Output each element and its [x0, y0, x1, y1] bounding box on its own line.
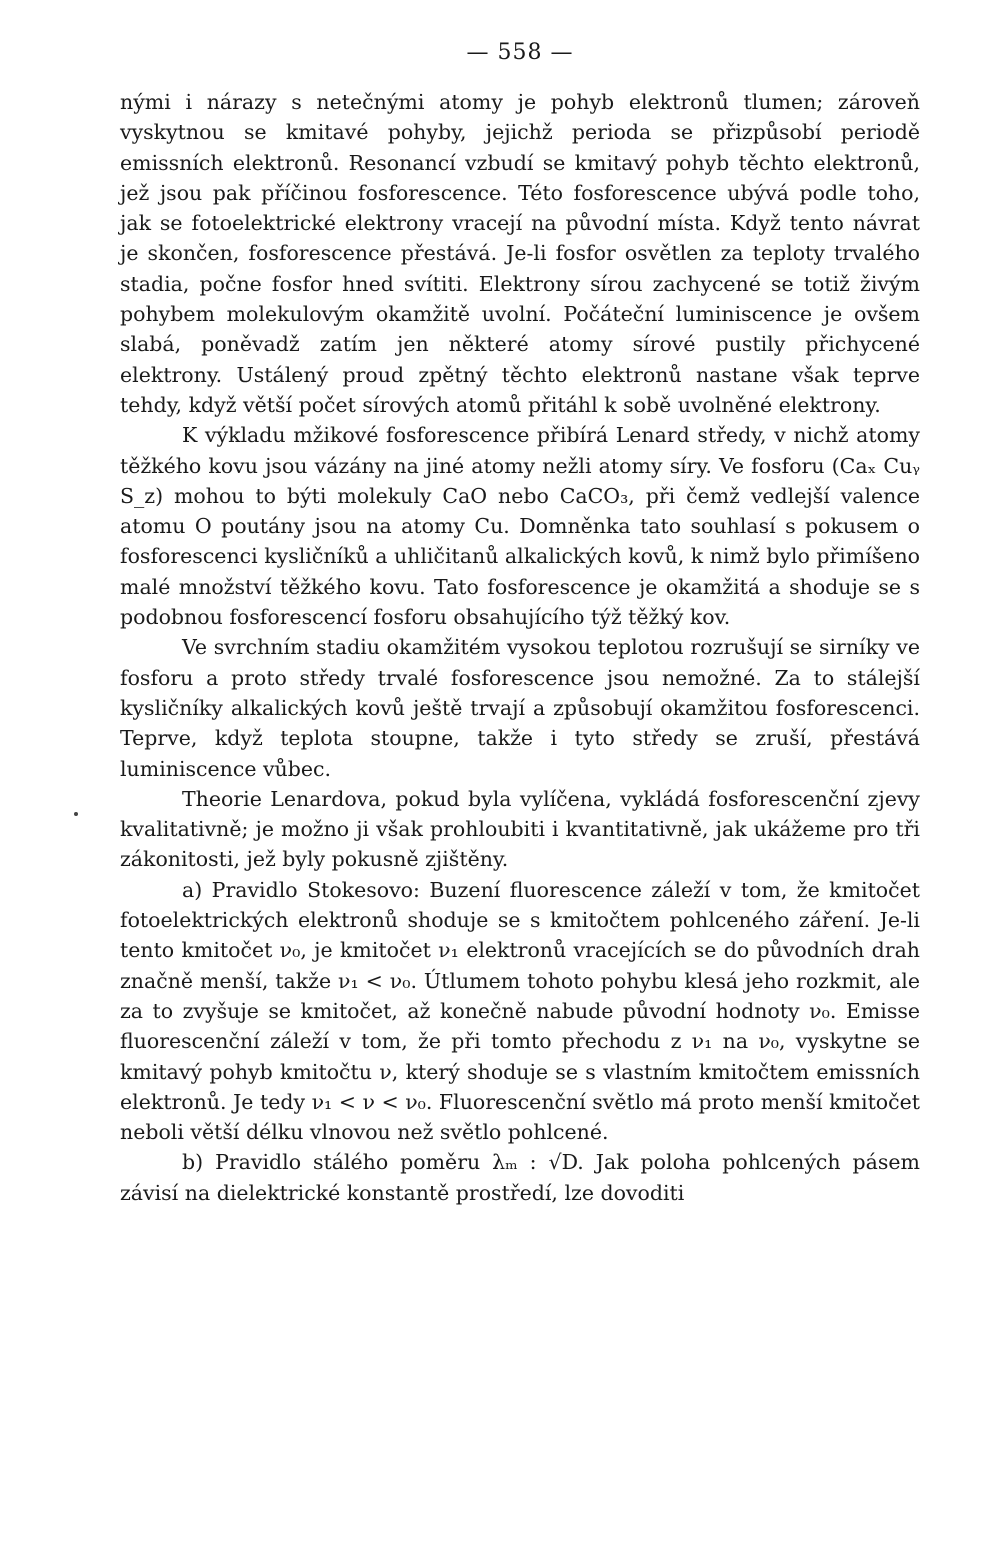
document-page — [120, 40, 920, 1208]
paragraph-stokes-rule: a) Pravidlo Stokesovo: Buzení fluorescence záleží v tom, že kmitočet fotoelektrických elektronů shoduje se s kmitočtem pohlceného záření. Je-li tento kmitočet ν₀, je kmitočet ν₁ elektronů vracejících se do původních drah značně menší, takže ν₁ < ν₀. Útlumem tohoto pohybu klesá jeho rozkmit, ale za to zvyšuje se kmitočet, až konečně nabude původní hodnoty ν₀. Emisse fluorescenční záleží v tom, že při tomto přechodu z ν₁ na ν₀, vyskytne se kmitavý pohyb kmitočtu ν, který shoduje se s vlastním kmitočtem emissních elektronů. Je tedy ν₁ < ν < ν₀. Fluorescenční světlo má proto menší kmitočet neboli větší délku vlnovou než světlo pohlcené. — [120, 877, 920, 1145]
paragraph-lenard-centers: K výkladu mžikové fosforescence přibírá Lenard středy, v nichž atomy těžkého kovu jsou vázány na jiné atomy nežli atomy síry. Ve fosforu (Caₓ Cuᵧ S_z) mohou to býti molekuly CaO nebo CaCO₃, při čemž vedlejší valence atomu O poutány jsou na atomy Cu. Domněnka tato souhlasí s pokusem o fosforescenci kysličníků a uhličitanů alkalických kovů, k nimž bylo přimíšeno malé množství těžkého kovu. Tato fosforescence je okamžitá a shoduje se s podobnou fosforescencí fosforu obsahujícího týž těžký kov. — [120, 423, 920, 630]
paragraph-constant-ratio-rule: b) Pravidlo stálého poměru λₘ : √D. Jak poloha pohlcených pásem závisí na dielektrické konstantě prostředí, lze dovoditi — [120, 1150, 920, 1205]
paragraph-continuation: nými i nárazy s netečnými atomy je pohyb elektronů tlumen; zároveň vyskytnou se kmitavé pohyby, jejichž perioda se přizpůsobí periodě emissních elektronů. Resonancí vzbudí se kmitavý pohyb těchto elektronů, jež jsou pak příčinou fosforescence. Této fosforescence ubývá podle toho, jak se fotoelektrické elektrony vracejí na původní místa. Když tento návrat je skončen, fosforescence přestává. Je-li fosfor osvětlen za teploty trvalého stadia, počne fosfor hned svítiti. Elektrony sírou zachycené se totiž živým pohybem molekulovým okamžitě uvolní. Počáteční luminiscence je ovšem slabá, poněvadž zatím jen některé atomy sírové pustily přichycené elektrony. Ustálený proud zpětný těchto elektronů nastane však teprve tehdy, když větší počet sírových atomů přitáhl k sobě uvolněné elektrony. — [120, 90, 920, 417]
page-number: — 558 — — [466, 40, 574, 65]
paragraph-upper-stage: Ve svrchním stadiu okamžitém vysokou teplotou rozrušují se sirníky ve fosforu a proto středy trvalé fosforescence jsou nemožné. Za to stálejší kysličníky alkalických kovů ještě trvají a způsobují okamžitou fosforescenci. Teprve, když teplota stoupne, takže i tyto středy se zruší, přestává luminiscence vůbec. — [120, 635, 920, 781]
paragraph-theory: Theorie Lenardova, pokud byla vylíčena, vykládá fosforescenční zjevy kvalitativně; je možno ji však prohloubiti i kvantitativně, jak ukážeme pro tři zákonitosti, jež byly pokusně zjištěny. — [120, 786, 920, 872]
margin-mark — [74, 812, 78, 816]
